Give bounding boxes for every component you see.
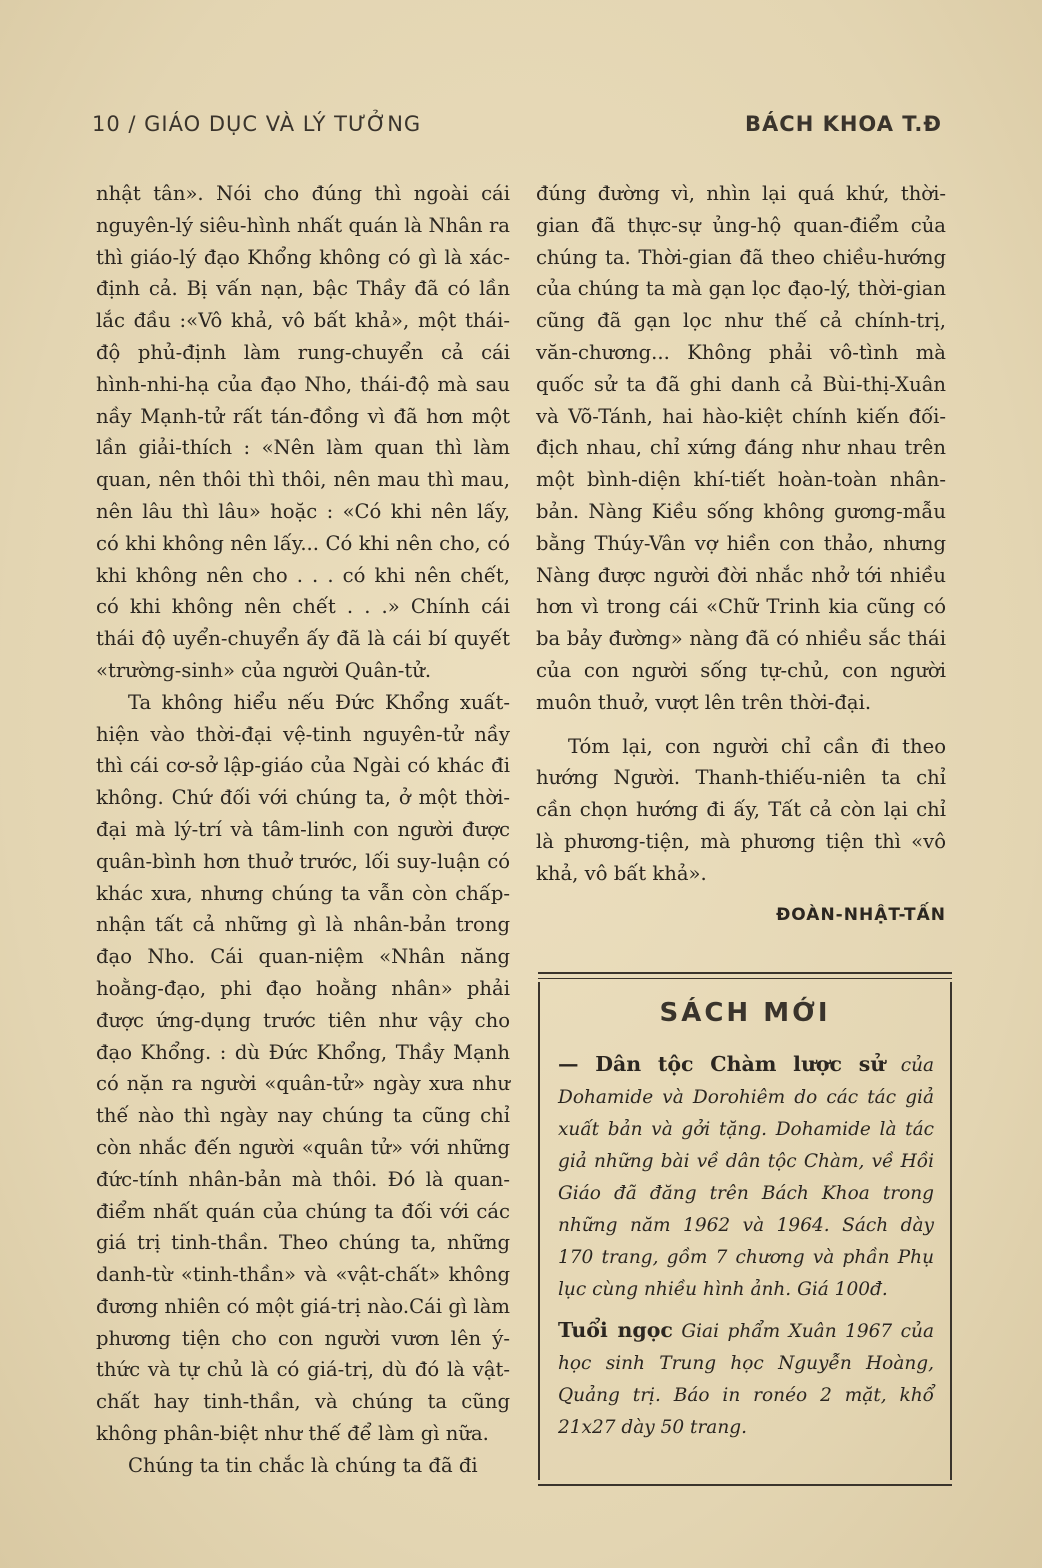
book-title: Tuổi ngọc bbox=[558, 1318, 673, 1342]
running-title: 10 / GIÁO DỤC VÀ LÝ TƯỞNG bbox=[92, 112, 422, 136]
paragraph: Tóm lại, con người chỉ cần đi theo hướng Người. Thanh-thiếu-niên ta chỉ cần chọn hướng đi ấy, Tất cả còn lại chỉ là phương-tiện, mà phương tiện thì «vô khả, vô bất khả». bbox=[536, 734, 946, 885]
box-border bbox=[538, 1484, 952, 1486]
paragraph: Ta không hiểu nếu Đức Khổng xuất-hiện vào thời-đại vệ-tinh nguyên-tử nầy thì cái cơ-sở lập-giáo của Ngài có khác đi không. Chứ đối với chúng ta, ở một thời-đại mà lý-trí và tâm-linh con người được quân-bình hơn thuở trước, lối suy-luận có khác xưa, nhưng chúng ta vẫn còn chấp-nhận tất cả những gì là nhân-bản trong đạo Nho. Cái quan-niệm «Nhân năng hoằng-đạo, phi đạo hoằng nhân» phải được ứng-dụng trước tiên như vậy cho đạo Khổng. : dù Đức Khổng, Thầy Mạnh có nặn ra người «quân-tử» ngày xưa như thế nào thì ngày nay chúng ta cũng chỉ còn nhắc đến người «quân tử» với những đức-tính nhân-bản mà thôi. Đó là quan-điểm nhất quán của chúng ta đối với các giá trị tinh-thần. Theo chúng ta, những danh-từ «tinh-thần» và «vật-chất» không đương nhiên có một giá-trị nào.Cái gì làm phương tiện cho con người vươn lên ý-thức và tự chủ là có giá-trị, dù đó là vật-chất hay tinh-thần, và chúng ta cũng không phân-biệt như thế để làm gì nữa. bbox=[96, 690, 510, 1446]
right-column bbox=[536, 178, 946, 931]
book-entry bbox=[558, 1314, 934, 1444]
box-border bbox=[950, 982, 952, 1480]
book-entry bbox=[558, 1048, 934, 1306]
box-border bbox=[538, 982, 540, 1480]
new-books-title: SÁCH MỚI bbox=[659, 998, 831, 1028]
paragraph: nhật tân». Nói cho đúng thì ngoài cái nguyên-lý siêu-hình nhất quán là Nhân ra thì giáo-lý đạo Khổng không có gì là xác-định cả. Bị vấn nạn, bậc Thầy đã có lần lắc đầu :«Vô khả, vô bất khả», một thái-độ phủ-định làm rung-chuyển cả cái hình-nhi-hạ của đạo Nho, thái-độ mà sau nầy Mạnh-tử rất tán-đồng vì đã hơn một lần giải-thích : «Nên làm quan thì làm quan, nên thôi thì thôi, nên mau thì mau, nên lâu thì lâu» hoặc : «Có khi nên lấy, có khi không nên lấy... Có khi nên cho, có khi không nên cho . . . có khi nên chết, có khi không nên chết . . .» Chính cái thái độ uyển-chuyển ấy đã là cái bí quyết «trường-sinh» của người Quân-tử. bbox=[96, 182, 510, 682]
paragraph: Chúng ta tin chắc là chúng ta đã đi bbox=[128, 1453, 478, 1477]
left-column bbox=[96, 178, 510, 1482]
magazine-name: BÁCH KHOA T.Đ bbox=[745, 112, 942, 136]
new-books-list bbox=[558, 1048, 934, 1452]
book-title: — Dân tộc Chàm lược sử bbox=[558, 1052, 886, 1076]
book-description: Giai phẩm Xuân 1967 của học sinh Trung học Nguyễn Hoàng, Quảng trị. Báo in ronéo 2 mặt, khổ 21x27 dày 50 trang. bbox=[558, 1321, 934, 1438]
paragraph: đúng đường vì, nhìn lại quá khứ, thời-gian đã thực-sự ủng-hộ quan-điểm của chúng ta. Thời-gian đã theo chiều-hướng của chúng ta mà gạn lọc đạo-lý, thời-gian cũng đã gạn lọc như thế cả chính-trị, văn-chương... Không phải vô-tình mà quốc sử ta đã ghi danh cả Bùi-thị-Xuân và Võ-Tánh, hai hào-kiệt chính kiến đối-địch nhau, chỉ xứng đáng như nhau trên một bình-diện khí-tiết hoàn-toàn nhân-bản. Nàng Kiều sống không gương-mẫu bằng Thúy-Vân vợ hiền con thảo, nhưng Nàng được người đời nhắc nhở tới nhiều hơn vì trong cái «Chữ Trinh kia cũng có ba bảy đường» nàng đã có nhiều sắc thái của con người sống tự-chủ, con người muôn thuở, vượt lên trên thời-đại. bbox=[536, 182, 946, 714]
new-books-box bbox=[538, 972, 952, 1486]
author-signature: ĐOÀN-NHẬT-TẤN bbox=[776, 904, 946, 925]
page-header bbox=[92, 112, 942, 146]
box-border bbox=[538, 978, 952, 979]
box-border bbox=[538, 972, 952, 974]
book-description: của Dohamide và Dorohiêm do các tác giả xuất bản và gởi tặng. Dohamide là tác giả những bài về dân tộc Chàm, về Hồi Giáo đã đăng trên Bách Khoa trong những năm 1962 và 1964. Sách dày 170 trang, gồm 7 chương và phần Phụ lục cùng nhiều hình ảnh. Giá 100đ. bbox=[558, 1055, 935, 1300]
